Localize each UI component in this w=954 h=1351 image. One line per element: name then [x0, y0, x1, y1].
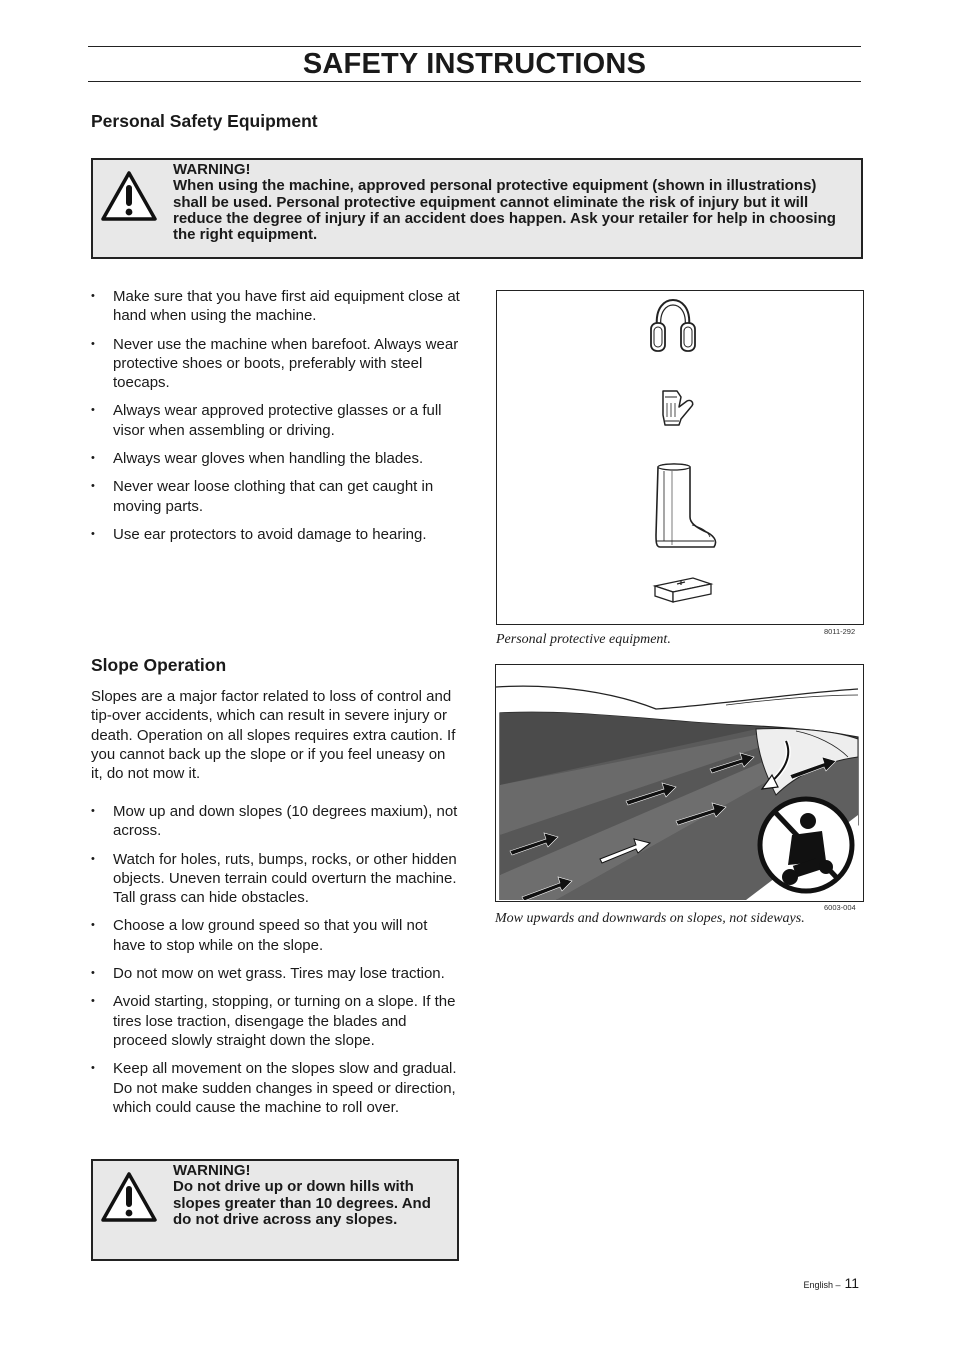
figure-slope	[495, 664, 864, 902]
ppe-bullet-list	[91, 287, 461, 553]
figure-ppe	[496, 290, 864, 625]
list-item: • Use ear protectors to avoid damage to hearing.	[91, 525, 461, 544]
figure-code-slope: 6003-004	[824, 903, 856, 912]
title-bottom-rule	[88, 81, 861, 82]
warning-triangle-icon	[100, 1171, 158, 1223]
figure-caption-ppe: Personal protective equipment.	[496, 632, 671, 647]
slope-illustration	[496, 665, 862, 900]
section-heading-personal-safety: Personal Safety Equipment	[91, 111, 318, 131]
warning-title: WARNING!	[173, 161, 251, 178]
figure-code-ppe: 8011-292	[824, 627, 856, 636]
first-aid-kit-icon	[651, 574, 715, 606]
glove-icon	[657, 387, 701, 429]
figure-caption-slope: Mow upwards and downwards on slopes, not sideways.	[495, 911, 805, 926]
slope-intro-paragraph: Slopes are a major factor related to loss of control and tip-over accidents, which can result in severe injury or death. Operation on all slopes requires extra caution. If you cannot back up the slope or if you feel uneasy on it, do not mow it.	[91, 688, 456, 783]
list-item: • Choose a low ground speed so that you will not have to stop while on the slope.	[91, 916, 461, 955]
list-item: • Never wear loose clothing that can get caught in moving parts.	[91, 477, 461, 516]
section-heading-slope-operation: Slope Operation	[91, 655, 227, 675]
list-item: • Keep all movement on the slopes slow and gradual. Do not make sudden changes in speed or direction, which could cause the machine to roll over.	[91, 1059, 461, 1117]
warning-title: WARNING!	[173, 1162, 251, 1179]
page-number: 11	[844, 1275, 859, 1291]
list-item: • Mow up and down slopes (10 degrees maxium), not across.	[91, 802, 461, 841]
warning-body: Do not drive up or down hills with slopes greater than 10 degrees. And do not drive across any slopes.	[173, 1178, 431, 1228]
list-item: • Always wear gloves when handling the blades.	[91, 449, 461, 468]
list-item: • Never use the machine when barefoot. Always wear protective shoes or boots, preferably with steel toecaps.	[91, 335, 461, 393]
ear-protector-icon	[647, 297, 699, 355]
list-item: • Always wear approved protective glasses or a full visor when assembling or driving.	[91, 401, 461, 440]
boot-icon	[652, 461, 722, 553]
warning-body: When using the machine, approved personal protective equipment (shown in illustrations) shall be used. Personal protective equipment cannot eliminate the risk of injury but it will reduce the degree of injury if an accident does happen. Ask your retailer for help in choosing the right equipment.	[173, 177, 836, 244]
list-item: • Make sure that you have first aid equipment close at hand when using the machine.	[91, 287, 461, 326]
page-title: SAFETY INSTRUCTIONS	[302, 48, 647, 80]
list-item: • Avoid starting, stopping, or turning on a slope. If the tires lose traction, disengage the blades and proceed slowly straight down the slope.	[91, 992, 461, 1050]
footer-language: English –	[803, 1280, 841, 1290]
warning-text-ppe	[173, 162, 853, 243]
warning-box-ppe	[91, 158, 863, 259]
list-item: • Do not mow on wet grass. Tires may lose traction.	[91, 964, 461, 983]
list-item: • Watch for holes, ruts, bumps, rocks, or other hidden objects. Uneven terrain could overturn the machine. Tall grass can hide obstacles.	[91, 850, 461, 908]
warning-text-slopes	[173, 1163, 448, 1228]
warning-box-slopes	[91, 1159, 459, 1261]
warning-triangle-icon	[100, 170, 158, 222]
page-footer	[804, 1275, 859, 1291]
slope-bullet-list	[91, 802, 461, 1126]
